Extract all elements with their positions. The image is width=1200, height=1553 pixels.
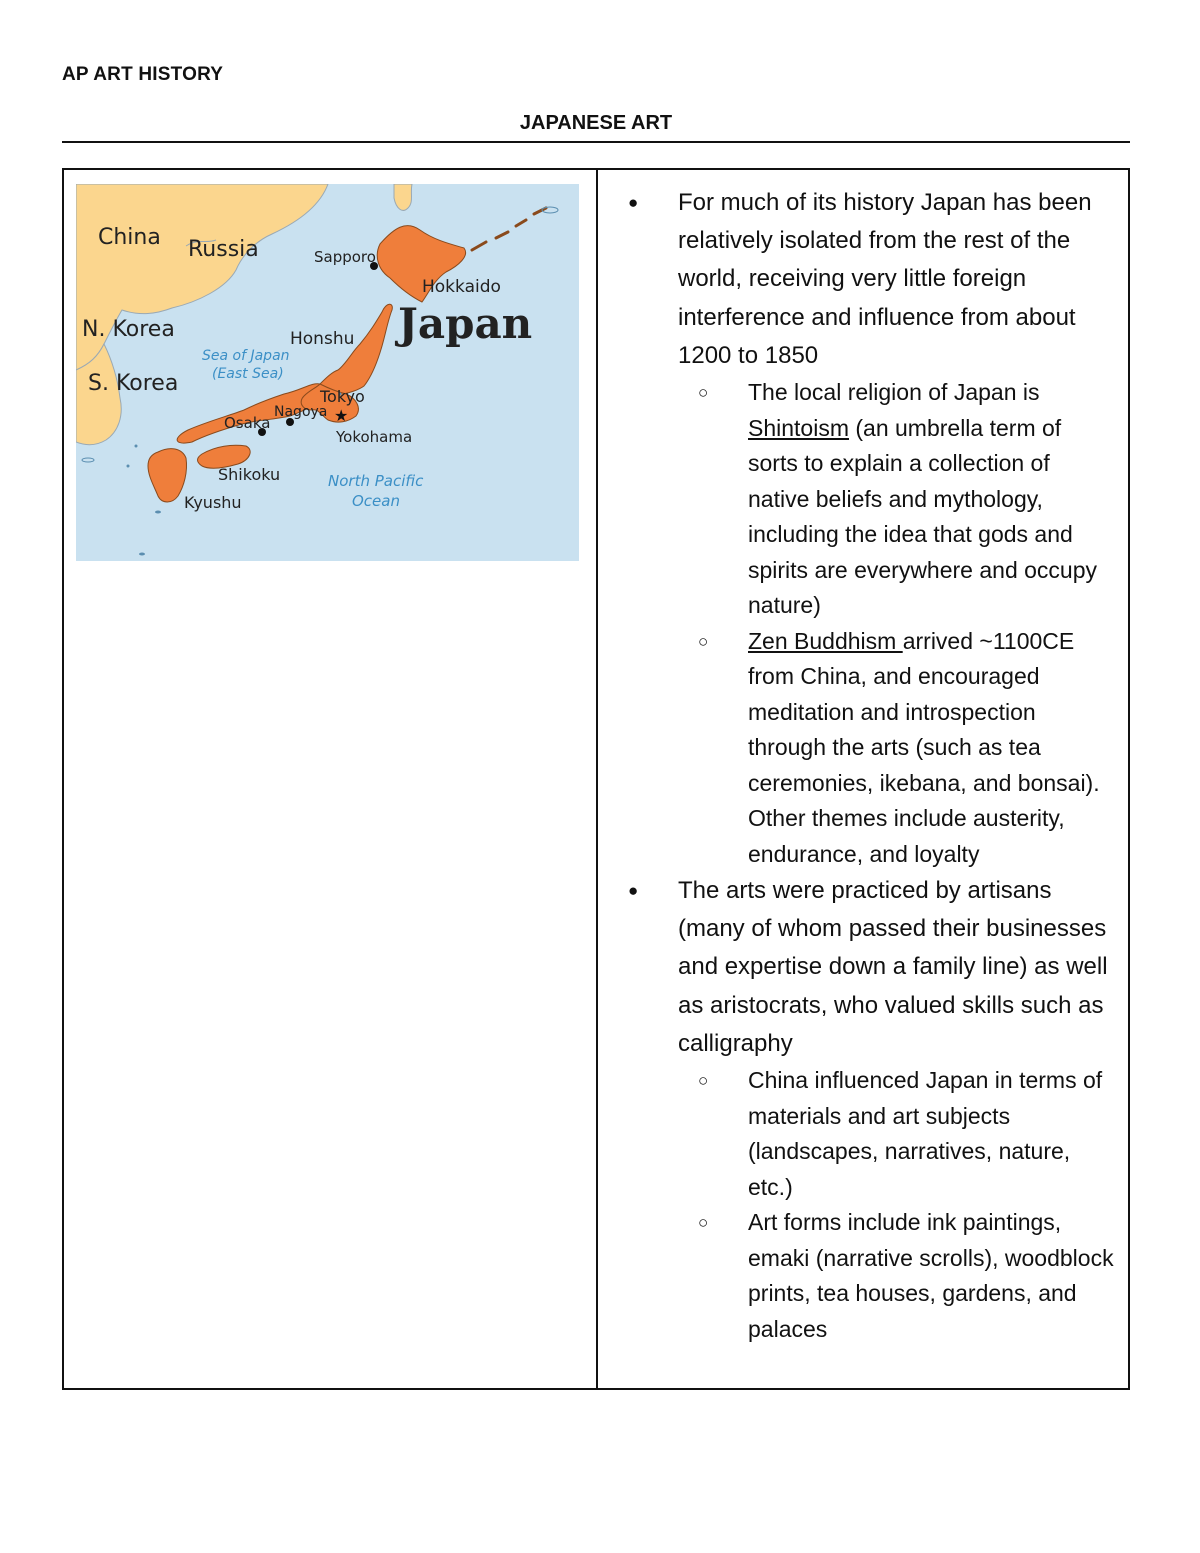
label-sapporo: Sapporo bbox=[314, 248, 376, 266]
label-nagoya: Nagoya bbox=[274, 404, 328, 420]
label-n-korea: N. Korea bbox=[82, 317, 175, 342]
sub-list-item bbox=[678, 624, 1116, 873]
map-cell bbox=[64, 170, 598, 1388]
item2-sub2: Art forms include ink paintings, emaki (narrative scrolls), woodblock prints, tea houses, gardens, and palaces bbox=[748, 1209, 1114, 1342]
island-ryukyu-1 bbox=[155, 511, 161, 514]
list-item bbox=[612, 184, 1116, 872]
item2-sub1: China influenced Japan in terms of materials and art subjects (landscapes, narratives, nature, etc.) bbox=[748, 1067, 1103, 1200]
label-sea-of-japan: Sea of Japan bbox=[202, 348, 290, 364]
content-table bbox=[62, 168, 1130, 1390]
label-honshu: Honshu bbox=[290, 329, 355, 349]
label-shikoku: Shikoku bbox=[218, 465, 281, 484]
label-east-sea: (East Sea) bbox=[212, 366, 284, 382]
sub-list bbox=[678, 1063, 1116, 1347]
bullet-glyph: ● bbox=[628, 193, 639, 212]
notes-cell bbox=[598, 170, 1128, 1388]
zen-buddhism-term: Zen Buddhism bbox=[748, 627, 903, 654]
sub-list-item bbox=[678, 375, 1116, 624]
label-ocean: Ocean bbox=[352, 492, 400, 510]
item2-text: The arts were practiced by artisans (many of whom passed their businesses and expertise down a family line) as well as aristocrats, who valued skills such as calligraphy bbox=[678, 877, 1108, 1057]
sub1-pre: The local religion of Japan is bbox=[748, 379, 1040, 406]
item1-text: For much of its history Japan has been relatively isolated from the rest of the world, receiving very little foreign interference and influence from about 1200 to 1850 bbox=[678, 189, 1092, 369]
island-west-3 bbox=[135, 445, 138, 448]
label-kyushu: Kyushu bbox=[184, 493, 242, 512]
bullet-glyph: ● bbox=[628, 881, 639, 901]
list-item bbox=[612, 872, 1116, 1347]
label-hokkaido: Hokkaido bbox=[422, 277, 501, 297]
label-japan: Japan bbox=[398, 299, 533, 348]
sub-list-item bbox=[678, 1205, 1116, 1347]
title-underline bbox=[62, 141, 1130, 143]
label-north-pacific: North Pacific bbox=[328, 472, 424, 490]
label-tokyo: Tokyo bbox=[320, 387, 365, 406]
sub-list-item bbox=[678, 1063, 1116, 1205]
label-china: China bbox=[98, 225, 161, 250]
sakhalin bbox=[394, 184, 412, 210]
label-osaka: Osaka bbox=[224, 414, 271, 432]
sub-bullet-glyph: ○ bbox=[698, 1071, 709, 1091]
sub2-post: arrived ~1100CE from China, and encouraged meditation and introspection through the arts (such as tea ceremonies, ikebana, and bonsai). Other themes include austerity, endurance, and loyalty bbox=[748, 627, 1100, 867]
sub1-post: (an umbrella term of sorts to explain a collection of native beliefs and mythology, including the idea that gods and spirits are everywhere and occupy nature) bbox=[748, 414, 1097, 619]
label-russia: Russia bbox=[188, 237, 259, 262]
course-label: AP ART HISTORY bbox=[62, 64, 224, 85]
sub-bullet-glyph: ○ bbox=[698, 1213, 709, 1233]
notes-list bbox=[612, 184, 1116, 1347]
island-ryukyu-2 bbox=[139, 553, 145, 556]
label-s-korea: S. Korea bbox=[88, 371, 179, 396]
shintoism-term: Shintoism bbox=[748, 414, 849, 441]
sub-list bbox=[678, 375, 1116, 872]
tokyo-star: ★ bbox=[334, 406, 349, 425]
sub-bullet-glyph: ○ bbox=[698, 631, 709, 651]
japan-map bbox=[76, 184, 579, 561]
label-yokohama: Yokohama bbox=[336, 428, 413, 446]
sub-bullet-glyph: ○ bbox=[698, 383, 709, 403]
document-title: JAPANESE ART bbox=[519, 112, 673, 134]
island-west-2 bbox=[127, 465, 130, 468]
